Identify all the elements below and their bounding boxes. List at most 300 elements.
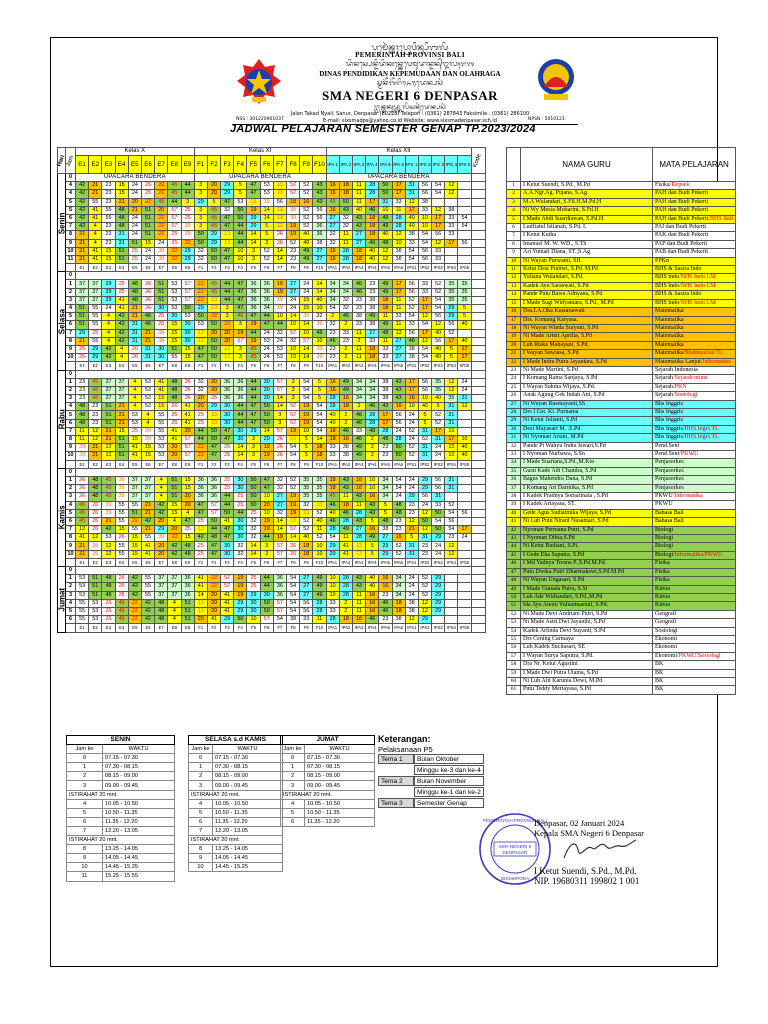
teacher-code-cell: 18 [339, 182, 352, 190]
jam-number: 2 [66, 485, 76, 493]
teacher-code-cell: 38 [405, 231, 418, 239]
teacher-code-cell: 30 [234, 485, 247, 493]
teacher-code-cell: 37 [168, 591, 181, 599]
teacher-subject: Ekonomi [653, 644, 736, 652]
jam-table-title: SELASA s.d KAMIS [189, 736, 283, 745]
teacher-code-cell: 39 [115, 485, 128, 493]
teacher-code-cell: 32 [339, 305, 352, 313]
teacher-code-cell: 39 [181, 223, 194, 231]
class-header: IPS 5 [458, 156, 471, 174]
teacher-code-cell: 55 [115, 509, 128, 517]
teacher-code-cell: 19 [273, 288, 286, 296]
class-header: E1 [76, 156, 89, 174]
schedule-row [58, 305, 486, 313]
teacher-code-cell: 42 [102, 345, 115, 353]
teacher-code-cell: 12 [445, 190, 458, 198]
teacher-code-cell: 56 [273, 198, 286, 206]
teacher-name: I Md Yadnya Tresna P.,S.Pd.M.Pd. [521, 560, 653, 568]
teacher-code-cell: 27 [392, 354, 405, 362]
teacher-subject: Matematika [653, 333, 736, 341]
teacher-code-cell: 49 [379, 214, 392, 222]
class-subheader: E5 [128, 362, 141, 370]
teacher-code-cell: 48 [155, 599, 168, 607]
class-subheader: IPA1 [326, 362, 339, 370]
teacher-code-cell: 44 [234, 223, 247, 231]
teacher-code-cell: 13 [194, 337, 207, 345]
waktu-header: WAKTU [103, 745, 175, 754]
teacher-code-cell: 16 [300, 198, 313, 206]
teacher-code-cell: 37 [89, 288, 102, 296]
class-subheader: IPS3 [432, 362, 445, 370]
teacher-code-cell: 39 [287, 206, 300, 214]
teacher-code-cell: 37 [76, 288, 89, 296]
teacher-code-cell: 10 [260, 493, 273, 501]
teacher-code-cell: 26 [273, 436, 286, 444]
waktu-cell: 08.15 - 09.00 [103, 772, 175, 781]
teacher-code-cell: 15 [168, 501, 181, 509]
teacher-code-cell: 25 [247, 583, 260, 591]
teacher-code-cell: 3 [247, 444, 260, 452]
class-header: IPS 4 [445, 156, 458, 174]
teacher-code-cell: 40 [326, 411, 339, 419]
teacher-code: 13 [507, 282, 521, 290]
teacher-code-cell: 48 [128, 280, 141, 288]
teacher-code-cell: 50 [194, 231, 207, 239]
kode-cell [471, 305, 485, 313]
teacher-code-cell: 18 [326, 436, 339, 444]
teacher-code-cell: 26 [168, 419, 181, 427]
teacher-code-cell: 56 [300, 607, 313, 615]
teacher-code-cell: 10 [313, 542, 326, 550]
teacher-code-cell: 23 [102, 198, 115, 206]
teacher-subject: BK [653, 669, 736, 677]
teacher-code-cell: 21 [76, 231, 89, 239]
teacher-code-cell: 30 [260, 591, 273, 599]
teacher-code-cell: 37 [115, 395, 128, 403]
teacher-code-cell: 55 [115, 501, 128, 509]
schedule-row [58, 616, 486, 624]
teacher-code-cell: 50 [432, 509, 445, 517]
jam-number: 0 [66, 567, 76, 575]
class-subheader: E3 [102, 264, 115, 272]
teacher-code-cell: 32 [273, 509, 286, 517]
teacher-code-cell: 54 [392, 485, 405, 493]
teacher-name: Ketut Desi Pratiwi, S.Pd. M.Pd [521, 266, 653, 274]
class-subheader: E3 [102, 558, 115, 566]
teacher-name: I Wayan Surya Saputra, S.Pd. [521, 652, 653, 660]
teacher-code-cell: 36 [313, 223, 326, 231]
teacher-subject: Kimia [653, 602, 736, 610]
teacher-code-cell: 25 [194, 419, 207, 427]
kode-cell [471, 329, 485, 337]
teacher-code-cell: 41 [194, 583, 207, 591]
teacher-code-cell: 29 [234, 599, 247, 607]
jam-number: 1 [66, 378, 76, 386]
teacher-code-cell: 23 [379, 452, 392, 460]
jam-number [66, 624, 76, 632]
teacher-subject: Ekonomi [653, 635, 736, 643]
teacher-code-cell: 28 [366, 411, 379, 419]
teacher-code-cell: 50 [260, 419, 273, 427]
teacher-row [507, 543, 736, 551]
teacher-code-cell: 23 [352, 296, 365, 304]
teacher-code-cell: 51 [168, 493, 181, 501]
jam-ke-cell: 10 [189, 863, 213, 872]
jam-number: 9 [66, 345, 76, 353]
teacher-subject: BHS & Sastra Indo [653, 291, 736, 299]
teacher-code-cell: 25 [76, 354, 89, 362]
teacher-code-cell: 46 [326, 501, 339, 509]
class-subheader: E7 [155, 624, 168, 632]
teacher-code-cell: 33 [432, 247, 445, 255]
teacher-code-cell: 32 [247, 534, 260, 542]
teacher-code-cell: 55 [141, 575, 154, 583]
jam-ke-cell: 6 [189, 817, 213, 826]
schedule-row [58, 411, 486, 419]
jam-row [67, 808, 175, 817]
class-subheader: F8 [287, 624, 300, 632]
jam-ke-cell: 2 [281, 772, 305, 781]
teacher-code-cell: 21 [76, 542, 89, 550]
teacher-subject: PAK dan Budi Pekerti [653, 232, 736, 240]
teacher-code-cell: 50 [247, 485, 260, 493]
kode-header: Kode [467, 146, 489, 175]
jam-row [281, 772, 375, 781]
teacher-code-cell: 52 [418, 591, 431, 599]
teacher-code-cell: 29 [432, 575, 445, 583]
teacher-code-cell: 54 [432, 305, 445, 313]
teacher-code-cell: 29 [102, 280, 115, 288]
teacher-code-cell: 10 [300, 427, 313, 435]
teacher-code-cell: 45 [76, 509, 89, 517]
teacher-code-cell [458, 231, 471, 239]
teacher-code-cell: 10 [260, 509, 273, 517]
day-label-jumat: Jumat [58, 567, 66, 633]
teacher-code-cell: 47 [207, 444, 220, 452]
teacher-code-cell: 18 [352, 247, 365, 255]
jam-ke-cell: 10 [67, 863, 103, 872]
class-header: IPA 1 [326, 156, 339, 174]
teacher-code-cell: 24 [458, 534, 471, 542]
teacher-code-cell: 35 [313, 493, 326, 501]
class-subheader: IPA4 [366, 460, 379, 468]
teacher-code: 56 [507, 644, 521, 652]
kode-cell [471, 501, 485, 509]
teacher-code-cell: 47 [247, 403, 260, 411]
teacher-code-cell: 21 [89, 444, 102, 452]
teacher-code-cell: 42 [76, 206, 89, 214]
teacher-row [507, 677, 736, 685]
teacher-code-cell: 51 [102, 403, 115, 411]
class-subheader: E9 [181, 624, 194, 632]
keterangan-row [378, 765, 484, 775]
teacher-code-cell: 48 [102, 575, 115, 583]
class-subheader: E8 [168, 264, 181, 272]
class-subheader: IPS5 [458, 362, 471, 370]
teacher-code-cell: 31 [432, 493, 445, 501]
teacher-code-cell: 50 [260, 411, 273, 419]
teacher-subject: Penjasorkes [653, 476, 736, 484]
class-subheader: IPA4 [366, 558, 379, 566]
teacher-code-cell: 46 [339, 427, 352, 435]
teacher-code-cell [458, 517, 471, 525]
teacher-code-cell: 12 [418, 607, 431, 615]
keterangan-block [378, 734, 481, 810]
class-header: IPA 2 [339, 156, 352, 174]
teacher-code: 41 [507, 518, 521, 526]
teacher-code-cell: 19 [287, 493, 300, 501]
teacher-code-cell: 57 [168, 214, 181, 222]
teacher-code-cell: 13 [273, 223, 286, 231]
teacher-code-cell: 5 [300, 444, 313, 452]
teacher-code-cell: 29 [326, 542, 339, 550]
teacher-code-cell: 34 [352, 378, 365, 386]
teacher-code-cell: 26 [89, 526, 102, 534]
teacher-code-cell: 26 [181, 395, 194, 403]
teacher-code-cell: 48 [379, 517, 392, 525]
class-subheader: E4 [115, 362, 128, 370]
teacher-code-cell: 12 [445, 386, 458, 394]
teacher-code-cell: 34 [366, 395, 379, 403]
teacher-code-cell: 26 [89, 517, 102, 525]
teacher-code-cell: 22 [155, 182, 168, 190]
teacher-code-cell: 42 [76, 190, 89, 198]
teacher-name: Luh Kadek Sucitasari, SE [521, 644, 653, 652]
teacher-code-cell: 52 [300, 526, 313, 534]
teacher-code-cell: 10 [313, 305, 326, 313]
jam-ke-cell: 0 [189, 754, 213, 763]
teacher-code-cell: 14 [260, 214, 273, 222]
teacher-code-cell: 49 [379, 288, 392, 296]
jam-number [66, 460, 76, 468]
teacher-code-cell: 15 [141, 452, 154, 460]
class-subheader: IPA2 [339, 558, 352, 566]
jam-number [66, 558, 76, 566]
teacher-name: Ni Luh Alit Karunia Dewi, M.Pd [521, 677, 653, 685]
teacher-code-cell: 48 [141, 313, 154, 321]
teacher-code-cell: 22 [194, 296, 207, 304]
teacher-row [507, 476, 736, 484]
teacher-code-cell: 29 [155, 526, 168, 534]
teacher-code-cell: 44 [221, 501, 234, 509]
teacher-code-cell: 20 [181, 427, 194, 435]
schedule-row [58, 247, 486, 255]
teacher-code-cell: 55 [89, 313, 102, 321]
teacher-code-cell: 5 [366, 542, 379, 550]
jam-row [189, 781, 283, 790]
teacher-code: 35 [507, 467, 521, 475]
teacher-code-cell: 16 [326, 255, 339, 263]
teacher-code-cell: 51 [181, 599, 194, 607]
teacher-code-cell [445, 583, 458, 591]
teacher-code-cell: 35 [445, 296, 458, 304]
kode-cell [471, 239, 485, 247]
blank-slot-cell [76, 468, 472, 476]
teacher-code-cell: 10 [326, 583, 339, 591]
teacher-code-cell: 39 [155, 329, 168, 337]
teacher-code-cell: 18 [379, 296, 392, 304]
teacher-code-cell: 25 [168, 239, 181, 247]
jam-number: 5 [66, 411, 76, 419]
teacher-code-cell: 11 [339, 239, 352, 247]
teacher-code-cell: 52 [432, 419, 445, 427]
jam-number: 11 [66, 255, 76, 263]
teacher-code-cell: 56 [392, 419, 405, 427]
teacher-code-cell: 27 [392, 345, 405, 353]
teacher-subject: Bhs Inggris [653, 400, 736, 408]
teacher-subject: Sejarah Indonesia [653, 366, 736, 374]
teacher-code-cell: 11 [392, 305, 405, 313]
kode-cell [471, 567, 485, 575]
teacher-code-cell: 16 [392, 534, 405, 542]
teacher-code-cell: 56 [432, 313, 445, 321]
teacher-row [507, 257, 736, 265]
teacher-code-cell: 24 [287, 305, 300, 313]
waktu-cell: 10.50 - 11.35 [213, 808, 283, 817]
teacher-code-cell: 51 [168, 345, 181, 353]
teacher-code-cell: 15 [181, 345, 194, 353]
class-subheader: E5 [128, 624, 141, 632]
teacher-code-cell: 48 [76, 419, 89, 427]
class-subheader: IPA5 [379, 362, 392, 370]
teacher-row [507, 375, 736, 383]
teacher-code-cell: 37 [115, 386, 128, 394]
teacher-name: Ni Made Arteri Aprilia, S.Pd [521, 333, 653, 341]
teacher-code-cell: 52 [392, 550, 405, 558]
day-label-senin: Senin [58, 174, 66, 272]
teacher-code-cell: 56 [418, 255, 431, 263]
class-subheader: IPS3 [432, 624, 445, 632]
teacher-code-cell: 16 [326, 386, 339, 394]
teacher-code-cell: 5 [458, 305, 471, 313]
teacher-code-cell: 39 [89, 542, 102, 550]
teacher-name: I Made Gunada Putra, S.Si [521, 585, 653, 593]
jam-number: 9 [66, 239, 76, 247]
jam-ke-cell: 4 [67, 799, 103, 808]
teacher-row [507, 182, 736, 190]
teacher-code-cell: 40 [458, 444, 471, 452]
waktu-cell: 12.20 - 13.05 [103, 826, 175, 835]
teacher-code-cell: 25 [194, 411, 207, 419]
teacher-code-cell: 44 [260, 583, 273, 591]
teacher-code-cell: 23 [102, 223, 115, 231]
jam-row [189, 808, 283, 817]
teacher-code-cell: 17 [366, 198, 379, 206]
teacher-code-cell: 51 [89, 575, 102, 583]
keterangan-row [378, 754, 484, 764]
jam-number: 4 [66, 403, 76, 411]
teacher-code-cell: 54 [445, 526, 458, 534]
teacher-code-cell: 38 [366, 321, 379, 329]
teacher-code-cell: 52 [418, 575, 431, 583]
teacher-code-cell: 31 [432, 436, 445, 444]
teacher-code-cell: 11 [352, 345, 365, 353]
teacher-code-cell: 4 [141, 419, 154, 427]
teacher-code-cell: 42 [128, 591, 141, 599]
jam-number: 1 [66, 280, 76, 288]
teacher-code-cell: 5 [405, 534, 418, 542]
teacher-code-cell: 30 [234, 526, 247, 534]
teacher-code-cell: 54 [313, 419, 326, 427]
teacher-row [507, 493, 736, 501]
blank-slot-cell [76, 370, 472, 378]
class-subheader: F6 [260, 362, 273, 370]
teacher-code-cell: 57 [300, 337, 313, 345]
teacher-subject: Fisika [653, 568, 736, 576]
teacher-code-cell: 48 [366, 427, 379, 435]
teacher-code-cell: 38 [405, 354, 418, 362]
teacher-code-cell: 43 [366, 509, 379, 517]
teacher-code-cell: 40 [300, 534, 313, 542]
teacher-code-cell: 50 [418, 517, 431, 525]
class-subheader: E6 [141, 558, 154, 566]
class-subheader: F6 [260, 624, 273, 632]
teacher-code-cell: 38 [339, 444, 352, 452]
teacher-code-cell: 52 [313, 509, 326, 517]
teacher-code-cell: 12 [458, 403, 471, 411]
waktu-cell: 07.15 - 07.30 [305, 754, 375, 763]
teacher-code-cell: 37 [102, 378, 115, 386]
jam-number: 7 [66, 223, 76, 231]
class-subheader: F8 [287, 460, 300, 468]
teacher-name: Desi Mayasari M. .S.Pd [521, 425, 653, 433]
teacher-code-cell: 52 [260, 255, 273, 263]
teacher-code-cell: 55 [115, 517, 128, 525]
teacher-code-cell: 46 [366, 403, 379, 411]
class-subheader: IPS4 [445, 624, 458, 632]
teacher-code-cell: 11 [76, 427, 89, 435]
teacher-code-cell: 20 [207, 182, 220, 190]
teacher-code-cell: 52 [445, 329, 458, 337]
teacher-code-cell: 51 [115, 444, 128, 452]
teacher-subject: PKWU/Informatika [653, 493, 736, 501]
schedule-row [58, 354, 486, 362]
jam-number: 1 [66, 575, 76, 583]
class-subheader: F4 [234, 264, 247, 272]
teacher-code-cell: 45 [102, 476, 115, 484]
teacher-code-cell: 38 [366, 305, 379, 313]
teacher-row [507, 215, 736, 223]
teacher-code-cell: 37 [89, 296, 102, 304]
teacher-code-cell: 10 [287, 321, 300, 329]
teacher-code-cell: 57 [234, 337, 247, 345]
teacher-row [507, 652, 736, 660]
teacher-code-cell [458, 182, 471, 190]
teacher-code-cell: 42 [76, 182, 89, 190]
teacher-row [507, 551, 736, 559]
teacher-code-cell: 12 [102, 444, 115, 452]
teacher-code-cell: 27 [392, 337, 405, 345]
class-subheader: IPA4 [366, 362, 379, 370]
schedule-row [58, 198, 486, 206]
teacher-code-cell: 48 [115, 214, 128, 222]
teacher-name: Pande Pt Wahyu Indra Iswari,S.Pd [521, 442, 653, 450]
teacher-code-cell: 2 [366, 444, 379, 452]
waktu-cell: 10.50 - 11.35 [103, 808, 175, 817]
teacher-code-cell: 14 [313, 436, 326, 444]
teacher-code-cell: 50 [234, 214, 247, 222]
teacher-code-cell: 20 [155, 550, 168, 558]
class-subheader: E4 [115, 264, 128, 272]
teacher-code-cell: 51 [115, 436, 128, 444]
teacher-code-cell: 10 [326, 575, 339, 583]
teacher-code-cell: 35 [445, 395, 458, 403]
teacher-code-cell: 18 [366, 345, 379, 353]
teacher-code-cell: 51 [76, 321, 89, 329]
teacher-code-cell: 56 [313, 214, 326, 222]
teacher-code-cell [458, 427, 471, 435]
class-subheader: E6 [141, 624, 154, 632]
